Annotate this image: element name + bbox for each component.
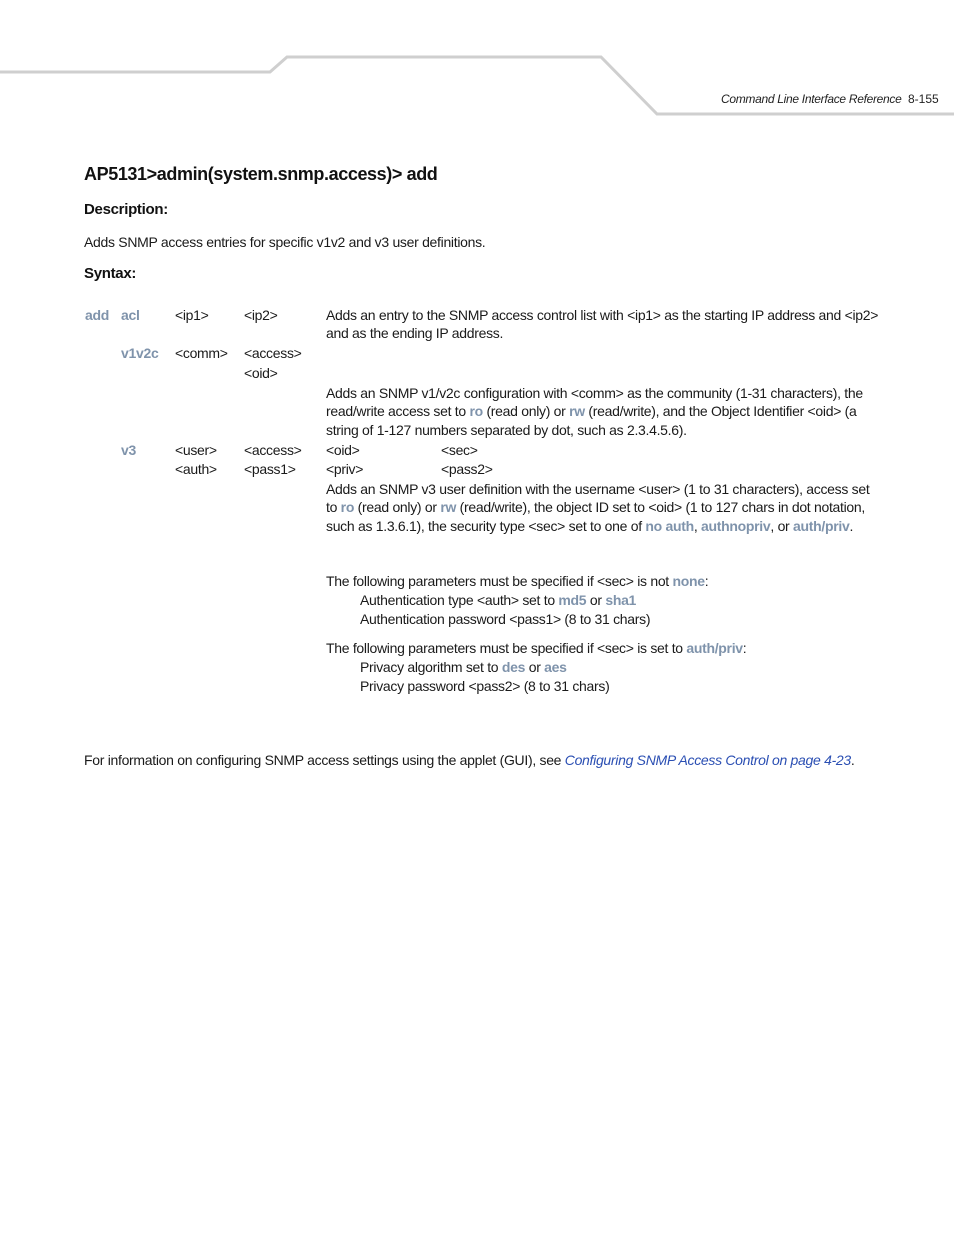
syntax-acl-desc-line1: Adds an entry to the SNMP access control list with <ip1> as the starting IP address and <ip2>	[326, 307, 879, 323]
syntax-v3-note1-line2: Authentication password <pass1> (8 to 31 chars)	[360, 611, 651, 627]
syntax-heading: Syntax:	[84, 265, 137, 282]
syntax-v3-note1-line1: Authentication type <auth> set to md5 or sha1	[360, 592, 637, 608]
syntax-acl-param-ip1: <ip1>	[175, 307, 209, 323]
syntax-v1v2c-param-oid: <oid>	[244, 365, 278, 381]
syntax-v3-note2-line1: Privacy algorithm set to des or aes	[360, 659, 567, 675]
syntax-v1v2c-desc-line1: Adds an SNMP v1/v2c configuration with <comm> as the community (1-31 characters), the	[326, 385, 863, 401]
syntax-v1v2c-desc-line2: read/write access set to ro (read only) or rw (read/write), and the Object Identifier <oid> (a	[326, 403, 857, 419]
keyword-rw: rw	[440, 499, 457, 515]
syntax-v3-desc-line1: Adds an SNMP v3 user definition with the username <user> (1 to 31 characters), access set	[326, 481, 870, 497]
syntax-v3-note2-line2: Privacy password <pass2> (8 to 31 chars)	[360, 678, 610, 694]
cross-reference-link[interactable]: Configuring SNMP Access Control on page 4-23	[564, 752, 851, 768]
syntax-v3-desc-line2: to ro (read only) or rw (read/write), the object ID set to <oid> (1 to 127 chars in dot notation,	[326, 499, 865, 515]
syntax-v1v2c-param-comm: <comm>	[175, 345, 228, 361]
header-page-number: 8-155	[908, 92, 939, 106]
gui-reference-paragraph: For information on configuring SNMP access settings using the applet (GUI), see Configuring SNMP Access Control on page 4-23.	[84, 752, 855, 768]
description-text: Adds SNMP access entries for specific v1v2 and v3 user definitions.	[84, 234, 486, 250]
syntax-v3-param-auth: <auth>	[175, 461, 217, 477]
syntax-v3-param-priv: <priv>	[326, 461, 364, 477]
description-heading: Description:	[84, 201, 168, 218]
keyword-md5: md5	[558, 592, 587, 608]
syntax-v3-note1-intro: The following parameters must be specified if <sec> is not none:	[326, 573, 709, 589]
keyword-sha1: sha1	[605, 592, 637, 608]
keyword-auth-priv: auth/priv	[686, 640, 743, 656]
syntax-v1v2c-keyword: v1v2c	[121, 345, 159, 361]
keyword-aes: aes	[544, 659, 567, 675]
header-section-title: Command Line Interface Reference	[721, 92, 902, 106]
keyword-none: none	[672, 573, 705, 589]
syntax-v3-param-oid: <oid>	[326, 442, 360, 458]
syntax-cmd-add: add	[85, 307, 109, 323]
keyword-ro: ro	[340, 499, 355, 515]
syntax-v3-keyword: v3	[121, 442, 136, 458]
syntax-v3-param-access: <access>	[244, 442, 302, 458]
syntax-v3-param-sec: <sec>	[441, 442, 478, 458]
syntax-v1v2c-desc-line3: string of 1-127 numbers separated by dot, such as 2.3.4.5.6).	[326, 422, 687, 438]
keyword-no-auth: no auth	[645, 518, 694, 534]
syntax-v1v2c-param-access: <access>	[244, 345, 302, 361]
syntax-acl-keyword: acl	[121, 307, 140, 323]
keyword-des: des	[501, 659, 526, 675]
keyword-authnopriv: authnopriv	[701, 518, 771, 534]
keyword-rw: rw	[569, 403, 585, 419]
keyword-ro: ro	[469, 403, 483, 419]
syntax-acl-param-ip2: <ip2>	[244, 307, 278, 323]
syntax-v3-param-pass2: <pass2>	[441, 461, 493, 477]
command-title: AP5131>admin(system.snmp.access)> add	[84, 164, 438, 184]
syntax-v3-param-user: <user>	[175, 442, 217, 458]
syntax-v3-desc-line3: such as 1.3.6.1), the security type <sec> set to one of no auth, authnopriv, or auth/priv.	[326, 518, 854, 534]
syntax-v3-note2-intro: The following parameters must be specified if <sec> is set to auth/priv:	[326, 640, 747, 656]
syntax-acl-desc-line2: and as the ending IP address.	[326, 325, 504, 341]
keyword-auth-priv: auth/priv	[793, 518, 850, 534]
syntax-v3-param-pass1: <pass1>	[244, 461, 296, 477]
